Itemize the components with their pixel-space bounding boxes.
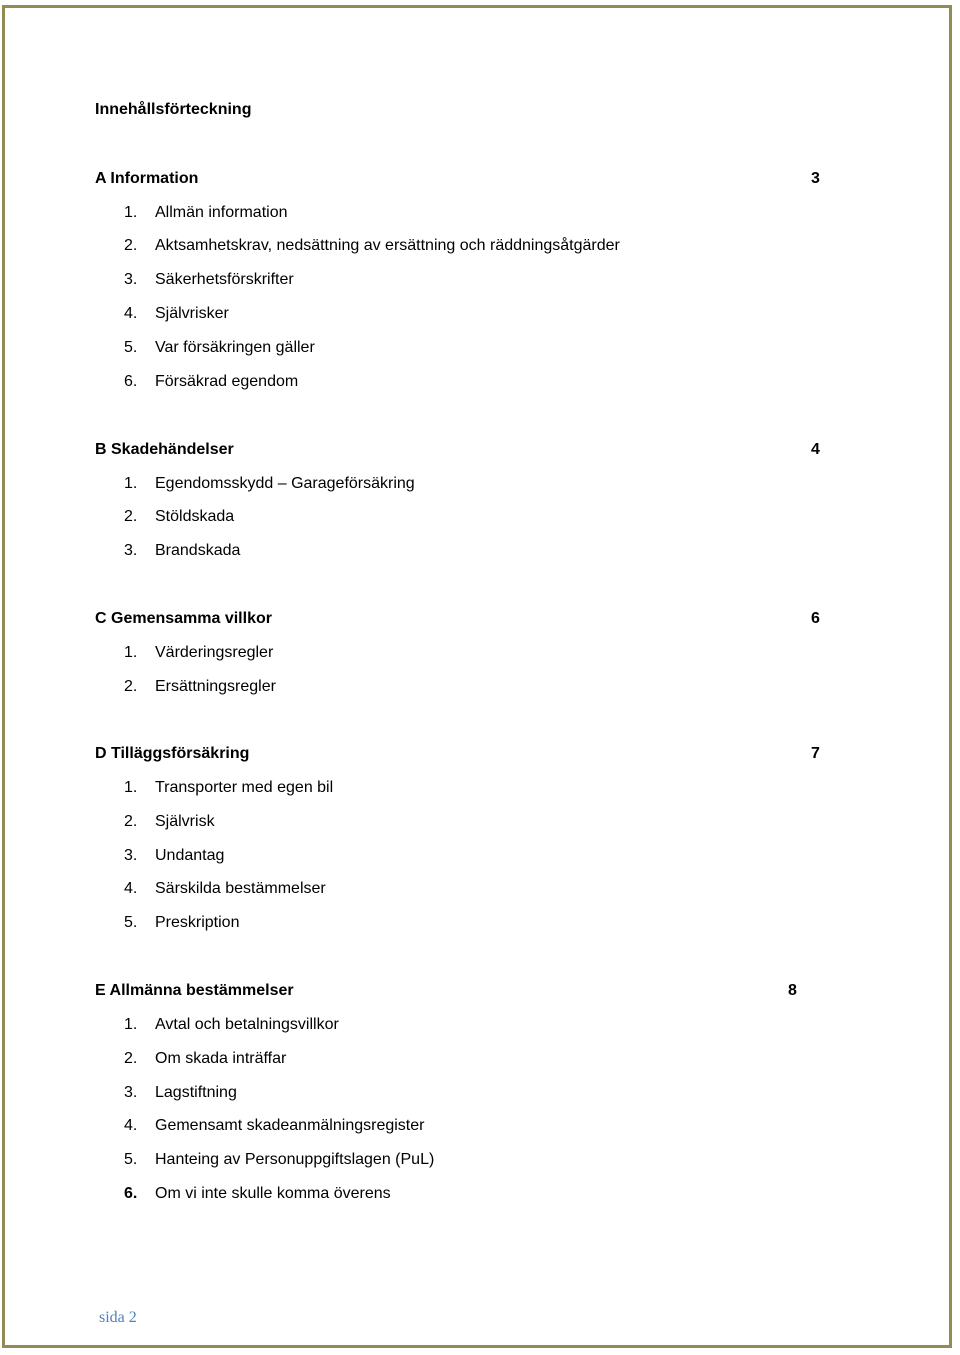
toc-item: 3. Brandskada [124, 542, 241, 559]
toc-item: 6. Om vi inte skulle komma överens [124, 1185, 391, 1202]
toc-item: 1. Värderingsregler [124, 644, 274, 661]
toc-item: 1. Egendomsskydd – Garageförsäkring [124, 475, 415, 492]
section-heading-b: B Skadehändelser [95, 441, 234, 458]
toc-item: 3. Undantag [124, 847, 225, 864]
toc-item: 4. Särskilda bestämmelser [124, 880, 326, 897]
toc-item: 1. Avtal och betalningsvillkor [124, 1016, 339, 1033]
toc-item: 5. Preskription [124, 914, 240, 931]
toc-item: 1. Transporter med egen bil [124, 779, 334, 796]
section-heading-d: D Tilläggsförsäkring [95, 745, 250, 762]
toc-item: 3. Säkerhetsförskrifter [124, 271, 294, 288]
section-page-a: 3 [811, 170, 820, 187]
toc-item: 3. Lagstiftning [124, 1084, 237, 1101]
toc-title: Innehållsförteckning [95, 101, 252, 118]
section-heading-c: C Gemensamma villkor [95, 610, 272, 627]
section-page-c: 6 [811, 610, 820, 627]
toc-item: 2. Ersättningsregler [124, 678, 276, 695]
section-heading-e: E Allmänna bestämmelser [95, 982, 294, 999]
section-page-d: 7 [811, 745, 820, 762]
toc-item: 2. Stöldskada [124, 508, 235, 525]
toc-item: 5. Var försäkringen gäller [124, 339, 315, 356]
toc-item: 4. Gemensamt skadeanmälningsregister [124, 1117, 425, 1134]
section-page-b: 4 [811, 441, 820, 458]
toc-item: 5. Hanteing av Personuppgiftslagen (PuL) [124, 1151, 435, 1168]
toc-item: 2. Om skada inträffar [124, 1050, 287, 1067]
toc-item: 2. Självrisk [124, 813, 215, 830]
toc-item: 2. Aktsamhetskrav, nedsättning av ersättning och räddningsåtgärder [124, 237, 620, 254]
section-heading-a: A Information [95, 170, 199, 187]
section-page-e: 8 [788, 982, 797, 999]
toc-item: 6. Försäkrad egendom [124, 373, 299, 390]
page-number-footer: sida 2 [99, 1309, 137, 1326]
toc-item: 1. Allmän information [124, 204, 288, 221]
toc-item: 4. Självrisker [124, 305, 229, 322]
